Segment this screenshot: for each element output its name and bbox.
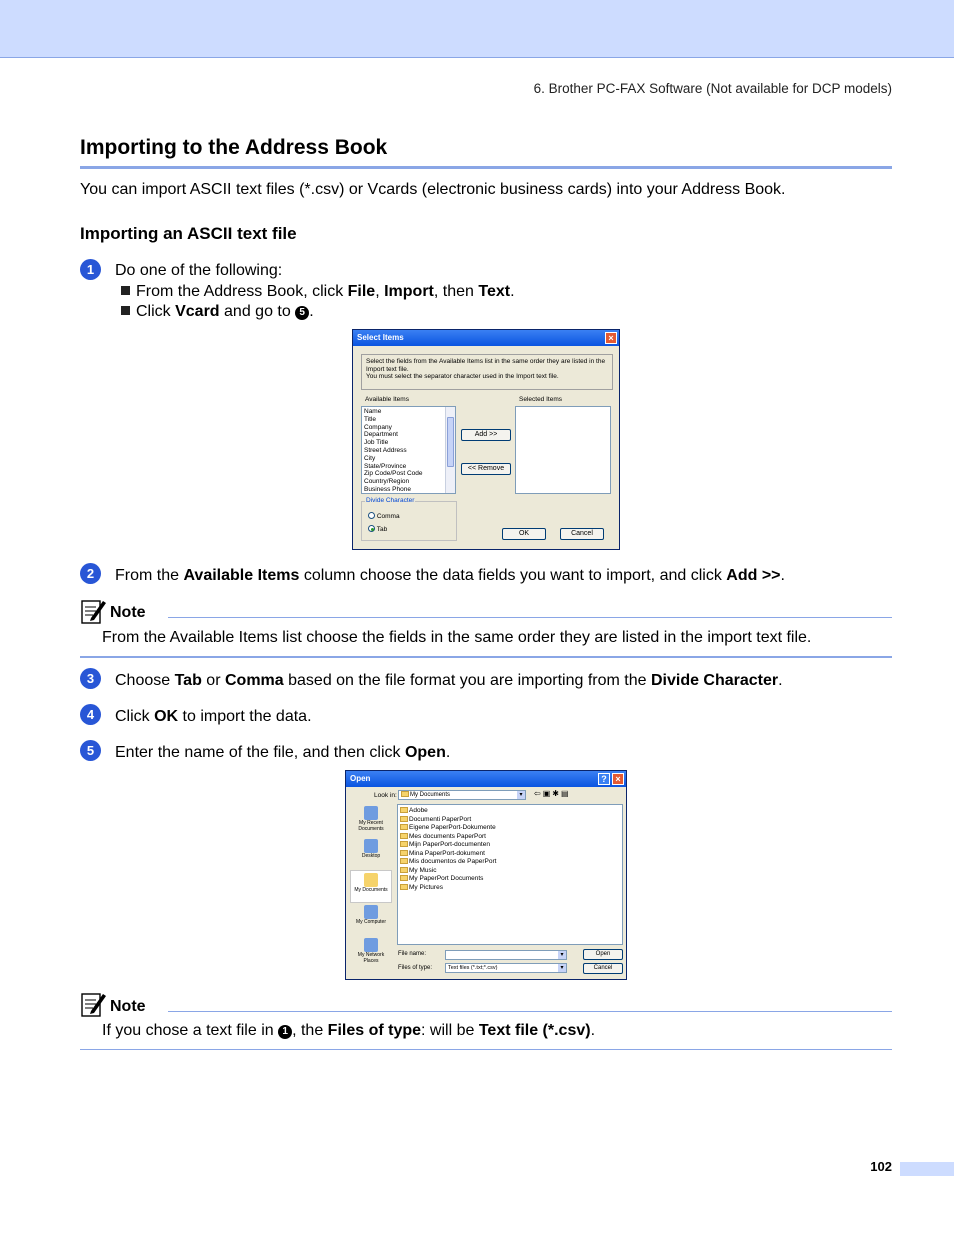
step-number-2: 2 — [80, 563, 101, 584]
cancel-button[interactable]: Cancel — [560, 528, 604, 540]
views-icon[interactable]: ▤ — [560, 789, 571, 798]
file-name-label: File name: — [398, 951, 427, 957]
step-ref-5: 5 — [295, 306, 309, 320]
running-head: 6. Brother PC-FAX Software (Not available for DCP models) — [533, 81, 892, 96]
files-of-type-select[interactable]: Text files (*.txt;*.csv) ▾ — [445, 963, 567, 973]
up-folder-icon[interactable]: ▣ — [542, 789, 553, 798]
dialog-title: Select Items — [353, 330, 619, 346]
remove-button[interactable]: << Remove — [461, 463, 511, 475]
file-list-item[interactable]: My Music — [398, 867, 622, 876]
step-1-text: Do one of the following: — [115, 262, 283, 279]
open-button[interactable]: Open — [583, 949, 623, 960]
folder-icon — [400, 850, 408, 856]
folder-icon — [400, 824, 408, 830]
title-rule — [80, 166, 892, 169]
look-in-select[interactable]: My Documents ▾ — [398, 790, 526, 800]
file-list-item[interactable]: My Pictures — [398, 884, 622, 893]
note-icon — [81, 598, 107, 629]
chevron-down-icon[interactable]: ▾ — [558, 964, 566, 972]
recent-documents-icon — [364, 806, 378, 820]
step-4-text: Click OK to import the data. — [115, 708, 312, 725]
select-items-dialog — [352, 329, 620, 550]
folder-icon — [401, 791, 409, 797]
list-item[interactable]: Department — [364, 431, 398, 439]
section-title: Importing to the Address Book — [80, 136, 388, 159]
divide-character-group — [361, 497, 457, 541]
available-items-list[interactable] — [361, 406, 456, 494]
selected-items-label: Selected Items — [519, 396, 562, 403]
file-name-input[interactable] — [445, 950, 567, 960]
intro-text: You can import ASCII text files (*.csv) or Vcards (electronic business cards) into your Address Book. — [80, 181, 786, 198]
folder-icon — [400, 867, 408, 873]
places-bar — [350, 804, 392, 974]
chevron-down-icon[interactable]: ▾ — [558, 951, 566, 959]
note-2-text: If you chose a text file in 1 , the Files of type: will be Text file (*.csv). — [102, 1022, 596, 1039]
add-button[interactable]: Add >> — [461, 429, 511, 441]
step-number-3: 3 — [80, 668, 101, 689]
back-icon[interactable]: ⇦ — [534, 789, 543, 798]
help-icon[interactable]: ? — [598, 773, 610, 785]
list-item[interactable]: Company — [364, 423, 392, 431]
look-in-label: Look in: — [374, 792, 397, 799]
note-label: Note — [110, 604, 146, 621]
step-1-bullet-1: From the Address Book, click File, Import, then Text. — [121, 282, 515, 302]
file-list-item[interactable]: My PaperPort Documents — [398, 875, 622, 884]
cancel-button[interactable]: Cancel — [583, 963, 623, 974]
folder-icon — [400, 875, 408, 881]
file-list-item[interactable]: Mina PaperPort-dokument — [398, 850, 622, 859]
bullet-icon — [121, 306, 130, 315]
note-bottom-rule — [80, 1049, 892, 1050]
step-number-5: 5 — [80, 740, 101, 761]
note-bottom-rule — [80, 656, 892, 658]
step-5-text: Enter the name of the file, and then click Open. — [115, 744, 451, 761]
tab-radio[interactable]: Tab — [368, 525, 387, 533]
footer-band — [900, 1162, 954, 1176]
selected-items-list[interactable] — [515, 406, 611, 494]
file-list-item[interactable]: Documenti PaperPort — [398, 816, 622, 825]
folder-icon — [400, 833, 408, 839]
list-item[interactable]: Job Title — [364, 439, 389, 447]
page-number: 102 — [870, 1159, 892, 1174]
folder-icon — [400, 816, 408, 822]
folder-icon — [400, 858, 408, 864]
file-list-item[interactable]: Mes documents PaperPort — [398, 833, 622, 842]
header-band — [0, 0, 954, 58]
note-1-text: From the Available Items list choose the fields in the same order they are listed in the import text file. — [102, 629, 812, 646]
comma-radio[interactable]: Comma — [368, 512, 400, 520]
list-item[interactable]: Street Address — [364, 446, 407, 454]
step-3-text: Choose Tab or Comma based on the file format you are importing from the Divide Character. — [115, 672, 783, 689]
close-icon[interactable]: × — [605, 332, 617, 344]
place-desktop[interactable]: Desktop — [350, 837, 392, 870]
file-list-item[interactable]: Mis documentos de PaperPort — [398, 858, 622, 867]
available-items-label: Available Items — [365, 396, 409, 403]
place-network-places[interactable]: My Network Places — [350, 936, 392, 969]
my-computer-icon — [364, 905, 378, 919]
step-1-bullet-2: Click Vcard and go to 5 . — [121, 302, 314, 322]
file-list[interactable] — [397, 804, 623, 945]
place-my-documents[interactable]: My Documents — [350, 870, 392, 903]
note-rule — [168, 617, 892, 618]
folder-icon — [400, 884, 408, 890]
step-number-4: 4 — [80, 704, 101, 725]
divide-character-label: Divide Character — [366, 497, 415, 504]
network-places-icon — [364, 938, 378, 952]
list-item[interactable]: Country/Region — [364, 478, 410, 486]
toolbar-icons[interactable] — [534, 789, 571, 798]
subsection-title: Importing an ASCII text file — [80, 224, 297, 243]
ok-button[interactable]: OK — [502, 528, 546, 540]
scrollbar[interactable] — [445, 407, 455, 493]
folder-icon — [400, 841, 408, 847]
file-list-item[interactable]: Mijn PaperPort-documenten — [398, 841, 622, 850]
folder-icon — [400, 807, 408, 813]
desktop-icon — [364, 839, 378, 853]
close-icon[interactable]: × — [612, 773, 624, 785]
step-2-text: From the Available Items column choose the data fields you want to import, and click Add >>. — [115, 567, 785, 584]
note-label: Note — [110, 998, 146, 1015]
file-list-item[interactable]: Eigene PaperPort-Dokumente — [398, 824, 622, 833]
my-documents-icon — [364, 873, 378, 887]
file-list-item[interactable]: Adobe — [398, 807, 622, 816]
list-item[interactable]: Name — [364, 408, 382, 415]
dialog-title: Open — [346, 771, 626, 787]
new-folder-icon[interactable]: ✱ — [552, 789, 561, 798]
bullet-icon — [121, 286, 130, 295]
list-item[interactable]: Title — [364, 415, 377, 423]
step-ref-1: 1 — [278, 1025, 292, 1039]
place-my-computer[interactable]: My Computer — [350, 903, 392, 936]
list-item[interactable]: State/Province — [364, 462, 407, 470]
chevron-down-icon[interactable]: ▾ — [517, 791, 525, 799]
note-icon — [81, 991, 107, 1022]
instructions-box: Select the fields from the Available Items list in the same order they are listed in the Import text file. You must select the separator character used in the Import text file. — [361, 354, 613, 390]
list-item[interactable]: Business Phone — [364, 485, 411, 493]
list-item[interactable]: City — [364, 454, 376, 462]
step-number-1: 1 — [80, 259, 101, 280]
place-recent-documents[interactable]: My Recent Documents — [350, 804, 392, 837]
files-of-type-label: Files of type: — [398, 965, 433, 971]
list-item[interactable]: Zip Code/Post Code — [364, 470, 423, 478]
open-dialog — [345, 770, 627, 980]
note-rule — [168, 1011, 892, 1012]
